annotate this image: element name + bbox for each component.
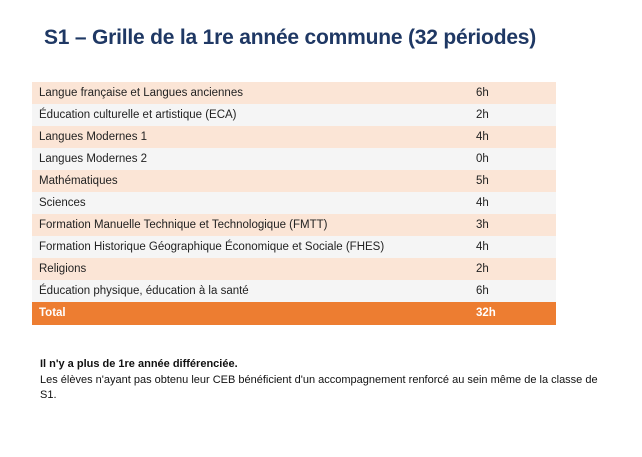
total-hours: 32h: [467, 302, 556, 325]
hours-cell: 2h: [467, 104, 556, 126]
table-row: [32, 82, 556, 104]
table-row: [32, 192, 556, 214]
table-row: [32, 170, 556, 192]
table-row: [32, 104, 556, 126]
subject-cell: Éducation physique, éducation à la santé: [32, 280, 467, 302]
subject-cell: Langues Modernes 1: [32, 126, 467, 148]
subject-cell: Sciences: [32, 192, 467, 214]
page-title: S1 – Grille de la 1re année commune (32 périodes): [44, 26, 537, 49]
table-row: [32, 258, 556, 280]
periods-table: [32, 82, 556, 325]
hours-cell: 6h: [467, 82, 556, 104]
periods-table-body: [32, 82, 556, 325]
total-label: Total: [32, 302, 467, 325]
hours-cell: 3h: [467, 214, 556, 236]
hours-cell: 0h: [467, 148, 556, 170]
notes-body: Les élèves n'ayant pas obtenu leur CEB bénéficient d'un accompagnement renforcé au sein même de la classe de S1.: [40, 373, 598, 402]
subject-cell: Langue française et Langues anciennes: [32, 82, 467, 104]
notes-block: [40, 357, 615, 404]
table-row: [32, 148, 556, 170]
table-row: [32, 280, 556, 302]
table-row-total: [32, 302, 556, 325]
hours-cell: 6h: [467, 280, 556, 302]
hours-cell: 4h: [467, 236, 556, 258]
hours-cell: 2h: [467, 258, 556, 280]
subject-cell: Formation Historique Géographique Économique et Sociale (FHES): [32, 236, 467, 258]
table-row: [32, 236, 556, 258]
subject-cell: Formation Manuelle Technique et Technologique (FMTT): [32, 214, 467, 236]
hours-cell: 4h: [467, 126, 556, 148]
table-row: [32, 214, 556, 236]
subject-cell: Éducation culturelle et artistique (ECA): [32, 104, 467, 126]
hours-cell: 4h: [467, 192, 556, 214]
subject-cell: Mathématiques: [32, 170, 467, 192]
hours-cell: 5h: [467, 170, 556, 192]
subject-cell: Religions: [32, 258, 467, 280]
subject-cell: Langues Modernes 2: [32, 148, 467, 170]
notes-headline: Il n'y a plus de 1re année différenciée.: [40, 358, 238, 370]
table-row: [32, 126, 556, 148]
